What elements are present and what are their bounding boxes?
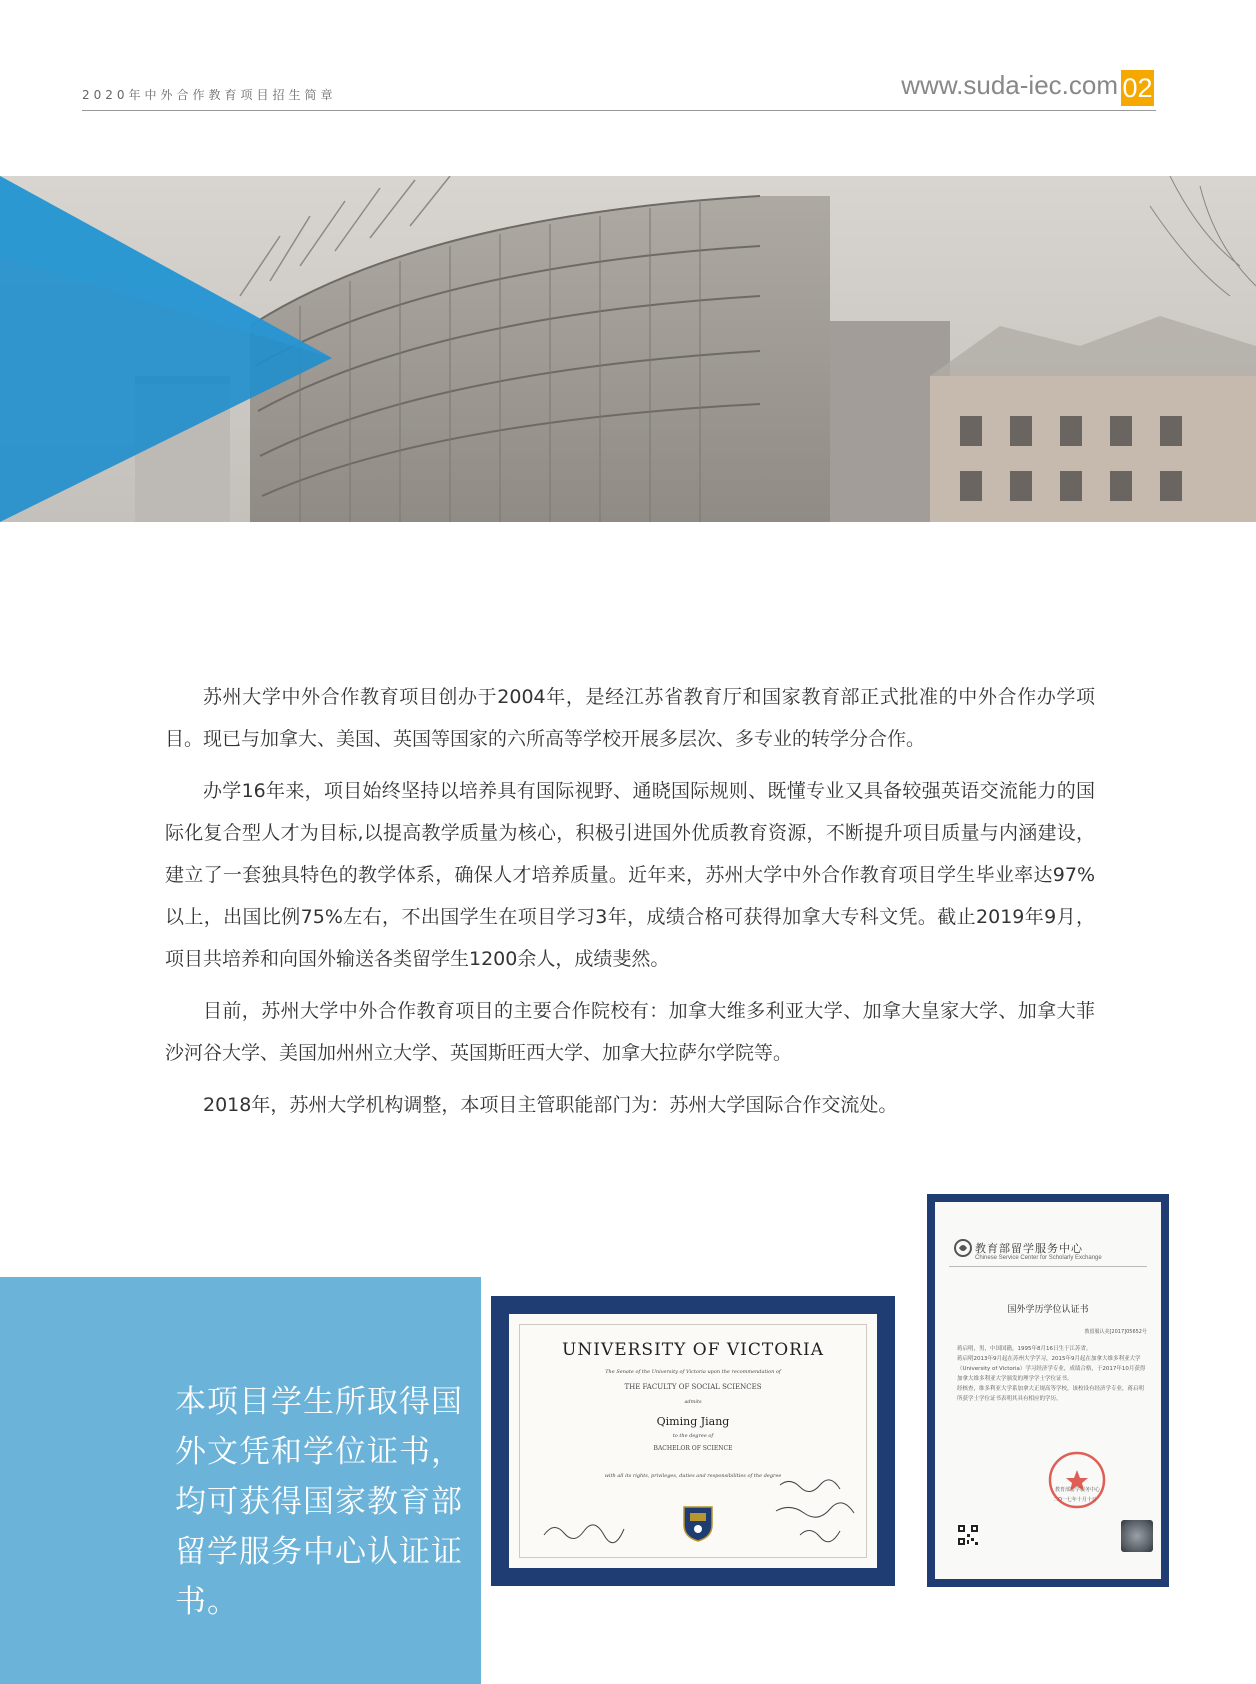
anti-counterfeit-seal-icon: [1121, 1520, 1153, 1552]
issuer-name-en: Chinese Service Center for Scholarly Exchange: [975, 1255, 1102, 1261]
certificate-issuer: 教育部留学服务中心: [1055, 1487, 1101, 1493]
page-number-badge: 02: [1121, 70, 1154, 106]
diploma-faculty: THE FACULTY OF SOCIAL SCIENCES: [624, 1383, 762, 1391]
building-illustration: [0, 176, 1256, 522]
diploma-university: UNIVERSITY OF VICTORIA: [562, 1340, 824, 1360]
certificate-paragraph: 蒋启明2013年9月起在苏州大学学习，2015年9月起在加拿大维多利亚大学（University of Victoria）学习经济学专业，成绩合格，于2017年10月获得加拿大维多利亚大学颁发的理学学士学位证书。: [957, 1356, 1146, 1382]
certificate-date: 二O一七年十月十日: [1053, 1497, 1097, 1503]
campus-banner-image: [0, 176, 1256, 522]
certificate-number: 教留服认美[2017]05652号: [1084, 1329, 1147, 1335]
header-rule: [949, 1266, 1147, 1267]
certificate-paragraph: 经核查，维多利亚大学系加拿大正规高等学校，该校设有经济学专业，蒋启明所获学士学位证书表明其具有相应的学历。: [957, 1386, 1145, 1402]
signatures-right-icon: [770, 1475, 860, 1545]
diploma-line: admits: [684, 1399, 702, 1405]
university-crest-icon: [680, 1503, 716, 1543]
diploma-image: [491, 1296, 895, 1586]
certification-callout: [0, 1277, 481, 1684]
certificate-body: [957, 1344, 1147, 1404]
paragraph: 苏州大学中外合作教育项目创办于2004年，是经江苏省教育厅和国家教育部正式批准的中外合作办学项目。现已与加拿大、美国、英国等国家的六所高等学校开展多层次、多专业的转学分合作。: [165, 686, 1095, 750]
diploma-line: to the degree of: [672, 1433, 714, 1439]
official-seal-icon: [1047, 1450, 1107, 1510]
issuer-name-cn: 教育部留学服务中心: [975, 1242, 1083, 1255]
paragraph: 办学16年来，项目始终坚持以培养具有国际视野、通晓国际规则、既懂专业又具备较强英语交流能力的国际化复合型人才为目标,以提高教学质量为核心，积极引进国外优质教育资源，不断提升项目质量与内涵建设，建立了一套独具特色的教学体系，确保人才培养质量。近年来，苏州大学中外合作教育项目学生毕业率达97%以上，出国比例75%左右，不出国学生在项目学习3年，成绩合格可获得加拿大专科文凭。截止2019年9月，项目共培养和向国外输送各类留学生1200余人，成绩斐然。: [165, 780, 1095, 970]
paragraph: 目前，苏州大学中外合作教育项目的主要合作院校有：加拿大维多利亚大学、加拿大皇家大学、加拿大菲沙河谷大学、美国加州州立大学、英国斯旺西大学、加拿大拉萨尔学院等。: [165, 1000, 1095, 1064]
diploma-recipient: Qiming Jiang: [656, 1415, 730, 1428]
introduction-text: [165, 676, 1095, 1136]
header-divider: [82, 110, 1156, 111]
qr-code-icon: [957, 1524, 979, 1546]
callout-text: 本项目学生所取得国外文凭和学位证书，均可获得国家教育部留学服务中心认证证书。: [175, 1384, 463, 1620]
certificate-title: 国外学历学位认证书: [1007, 1305, 1089, 1315]
diploma-line: with all its rights, privileges, duties and responsibilities of the degree: [604, 1473, 782, 1479]
certification-document-image: [927, 1194, 1169, 1587]
cscse-logo-icon: [953, 1238, 973, 1258]
diploma-line: The Senate of the University of Victoria upon the recommendation of: [605, 1369, 781, 1375]
signature-left-icon: [540, 1515, 630, 1545]
website-url[interactable]: www.suda-iec.com: [901, 70, 1118, 100]
brochure-title: 2020年中外合作教育项目招生简章: [82, 88, 337, 102]
paragraph: 2018年，苏州大学机构调整，本项目主管职能部门为：苏州大学国际合作交流处。: [203, 1094, 898, 1116]
certificate-paragraph: 蒋启明，男，中国国籍，1995年8月16日生于江苏省。: [957, 1346, 1092, 1352]
diploma-degree: BACHELOR OF SCIENCE: [653, 1445, 733, 1452]
